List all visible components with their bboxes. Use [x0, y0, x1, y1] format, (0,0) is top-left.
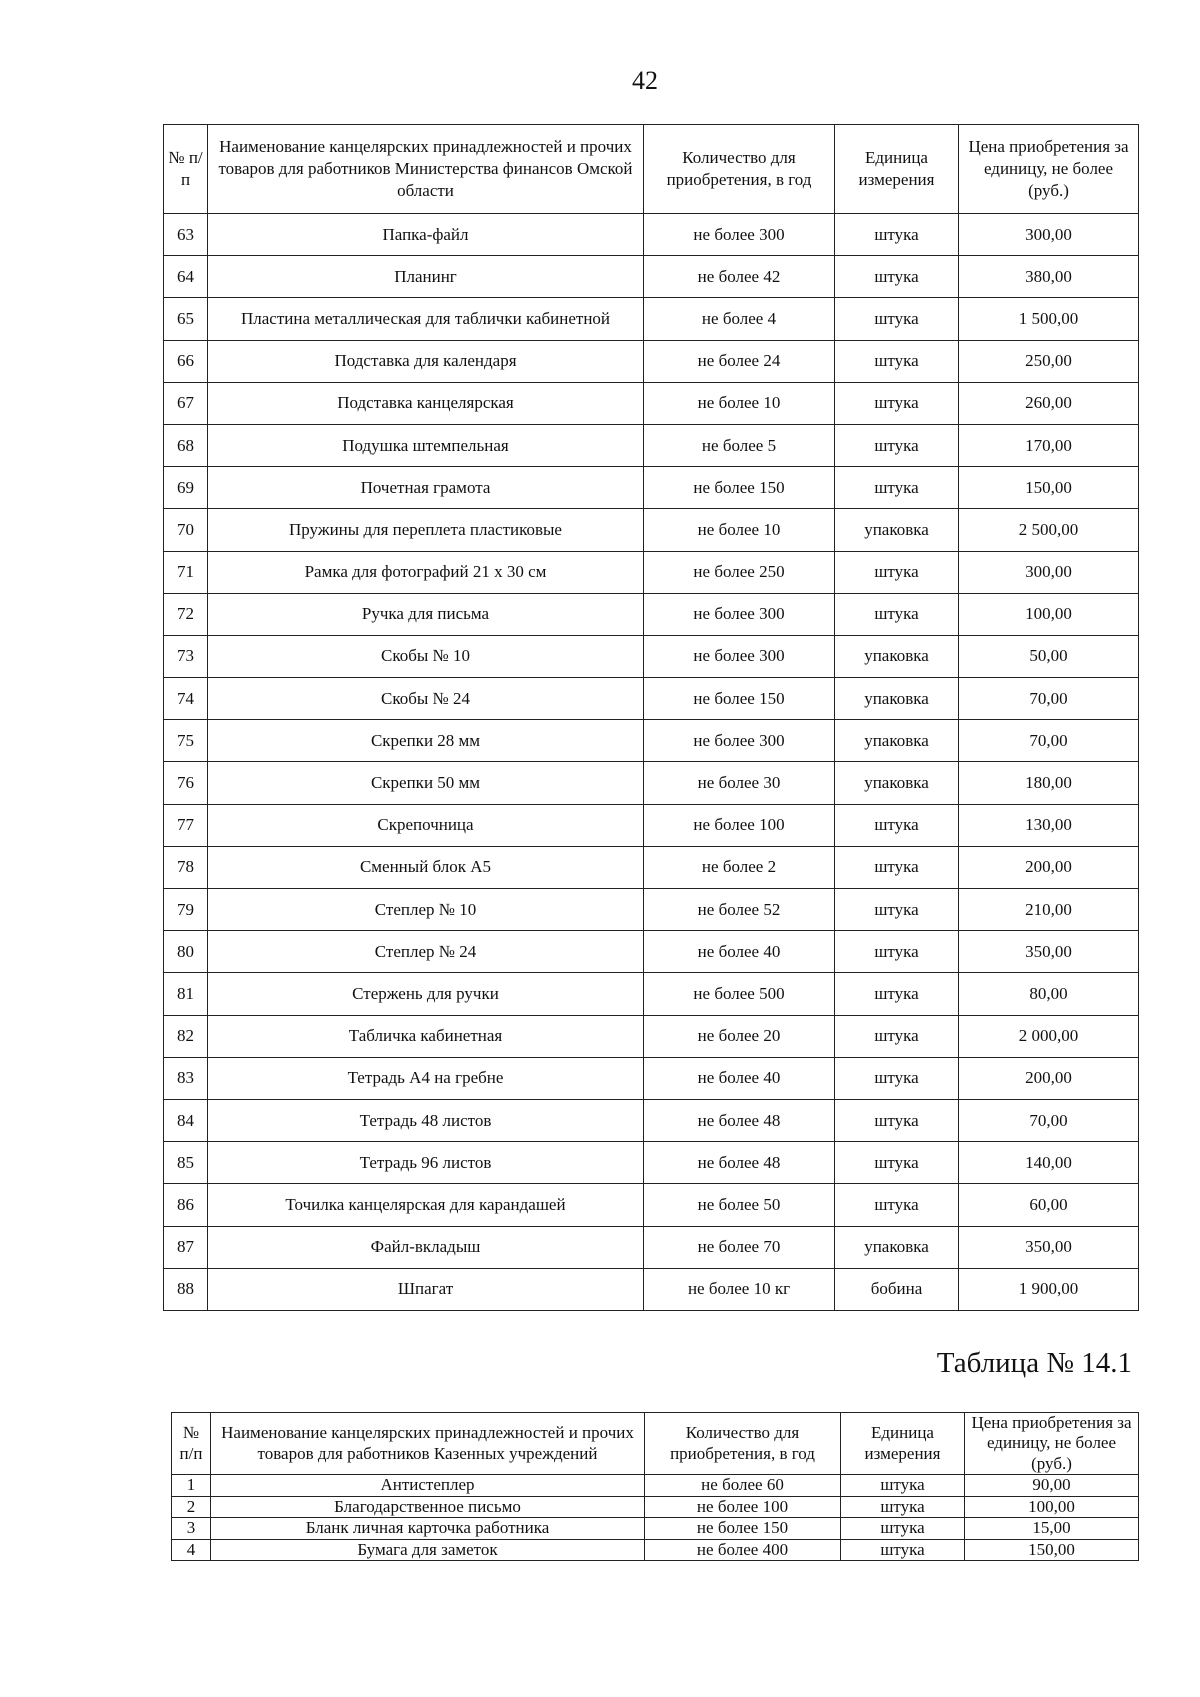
cell-price: 2 500,00: [959, 509, 1139, 551]
cell-item-name: Скрепки 50 мм: [208, 762, 644, 804]
cell-quantity: не более 500: [644, 973, 835, 1015]
table-row: [172, 1475, 1139, 1497]
cell-unit: штука: [835, 424, 959, 466]
cell-number: 3: [172, 1518, 211, 1540]
cell-number: 2: [172, 1496, 211, 1518]
cell-unit: штука: [835, 551, 959, 593]
cell-number: 85: [164, 1142, 208, 1184]
cell-number: 65: [164, 298, 208, 340]
cell-number: 74: [164, 678, 208, 720]
cell-item-name: Тетрадь 96 листов: [208, 1142, 644, 1184]
cell-item-name: Подушка штемпельная: [208, 424, 644, 466]
cell-quantity: не более 24: [644, 340, 835, 382]
header-number: № п/п: [172, 1413, 211, 1475]
cell-price: 15,00: [965, 1518, 1139, 1540]
cell-price: 260,00: [959, 382, 1139, 424]
table-row: [164, 846, 1139, 888]
cell-price: 150,00: [959, 467, 1139, 509]
cell-number: 78: [164, 846, 208, 888]
cell-quantity: не более 10: [644, 509, 835, 551]
cell-number: 73: [164, 635, 208, 677]
cell-number: 87: [164, 1226, 208, 1268]
cell-item-name: Подставка канцелярская: [208, 382, 644, 424]
cell-price: 300,00: [959, 214, 1139, 256]
cell-unit: штука: [841, 1518, 965, 1540]
cell-item-name: Папка-файл: [208, 214, 644, 256]
cell-number: 71: [164, 551, 208, 593]
cell-price: 200,00: [959, 1057, 1139, 1099]
cell-quantity: не более 150: [645, 1518, 841, 1540]
cell-unit: упаковка: [835, 1226, 959, 1268]
cell-number: 86: [164, 1184, 208, 1226]
cell-price: 140,00: [959, 1142, 1139, 1184]
cell-price: 130,00: [959, 804, 1139, 846]
cell-quantity: не более 250: [644, 551, 835, 593]
cell-quantity: не более 40: [644, 1057, 835, 1099]
cell-price: 350,00: [959, 1226, 1139, 1268]
cell-price: 150,00: [965, 1539, 1139, 1561]
cell-number: 67: [164, 382, 208, 424]
cell-quantity: не более 300: [644, 720, 835, 762]
cell-item-name: Благодарственное письмо: [211, 1496, 645, 1518]
table-row: [172, 1518, 1139, 1540]
table-caption: Таблица № 14.1: [936, 1347, 1132, 1379]
cell-unit: штука: [835, 214, 959, 256]
cell-number: 1: [172, 1475, 211, 1497]
cell-unit: штука: [835, 298, 959, 340]
cell-unit: штука: [835, 804, 959, 846]
cell-price: 1 900,00: [959, 1268, 1139, 1310]
cell-unit: упаковка: [835, 509, 959, 551]
header-price: Цена приобретения за единицу, не более (руб.): [965, 1413, 1139, 1475]
header-unit: Единица измерения: [841, 1413, 965, 1475]
cell-unit: штука: [835, 1057, 959, 1099]
cell-number: 79: [164, 889, 208, 931]
cell-price: 200,00: [959, 846, 1139, 888]
table-row: [164, 424, 1139, 466]
table-row: [164, 551, 1139, 593]
cell-item-name: Сменный блок А5: [208, 846, 644, 888]
cell-quantity: не более 150: [644, 678, 835, 720]
cell-unit: упаковка: [835, 762, 959, 804]
cell-unit: штука: [835, 931, 959, 973]
cell-price: 80,00: [959, 973, 1139, 1015]
cell-unit: упаковка: [835, 720, 959, 762]
cell-number: 77: [164, 804, 208, 846]
table-row: [164, 593, 1139, 635]
table-row: [164, 720, 1139, 762]
table-row: [164, 973, 1139, 1015]
cell-number: 80: [164, 931, 208, 973]
table-row: [172, 1539, 1139, 1561]
table-row: [164, 889, 1139, 931]
cell-item-name: Антистеплер: [211, 1475, 645, 1497]
cell-quantity: не более 40: [644, 931, 835, 973]
cell-number: 64: [164, 256, 208, 298]
cell-price: 250,00: [959, 340, 1139, 382]
cell-item-name: Степлер № 10: [208, 889, 644, 931]
cell-quantity: не более 300: [644, 214, 835, 256]
header-quantity: Количество для приобретения, в год: [644, 125, 835, 214]
table-row: [172, 1496, 1139, 1518]
cell-item-name: Пружины для переплета пластиковые: [208, 509, 644, 551]
cell-unit: штука: [835, 467, 959, 509]
cell-number: 66: [164, 340, 208, 382]
cell-number: 76: [164, 762, 208, 804]
cell-unit: штука: [835, 846, 959, 888]
table-header-row: [164, 125, 1139, 214]
cell-item-name: Планинг: [208, 256, 644, 298]
cell-unit: штука: [835, 973, 959, 1015]
cell-number: 83: [164, 1057, 208, 1099]
cell-item-name: Пластина металлическая для таблички кабинетной: [208, 298, 644, 340]
cell-quantity: не более 4: [644, 298, 835, 340]
cell-quantity: не более 30: [644, 762, 835, 804]
table-row: [164, 467, 1139, 509]
cell-item-name: Бланк личная карточка работника: [211, 1518, 645, 1540]
cell-quantity: не более 48: [644, 1099, 835, 1141]
cell-quantity: не более 300: [644, 593, 835, 635]
cell-quantity: не более 10 кг: [644, 1268, 835, 1310]
cell-quantity: не более 50: [644, 1184, 835, 1226]
cell-quantity: не более 150: [644, 467, 835, 509]
cell-item-name: Скобы № 24: [208, 678, 644, 720]
cell-price: 380,00: [959, 256, 1139, 298]
cell-quantity: не более 400: [645, 1539, 841, 1561]
table-row: [164, 1142, 1139, 1184]
cell-number: 70: [164, 509, 208, 551]
cell-item-name: Табличка кабинетная: [208, 1015, 644, 1057]
cell-price: 300,00: [959, 551, 1139, 593]
cell-quantity: не более 100: [644, 804, 835, 846]
cell-unit: бобина: [835, 1268, 959, 1310]
table-row: [164, 256, 1139, 298]
cell-item-name: Скрепки 28 мм: [208, 720, 644, 762]
cell-number: 75: [164, 720, 208, 762]
table-row: [164, 509, 1139, 551]
cell-number: 72: [164, 593, 208, 635]
table-row: [164, 804, 1139, 846]
cell-number: 84: [164, 1099, 208, 1141]
cell-unit: штука: [835, 1099, 959, 1141]
cell-price: 100,00: [965, 1496, 1139, 1518]
table-row: [164, 635, 1139, 677]
table-row: [164, 931, 1139, 973]
cell-item-name: Стержень для ручки: [208, 973, 644, 1015]
cell-quantity: не более 60: [645, 1475, 841, 1497]
cell-quantity: не более 100: [645, 1496, 841, 1518]
cell-unit: штука: [835, 256, 959, 298]
cell-quantity: не более 52: [644, 889, 835, 931]
cell-price: 180,00: [959, 762, 1139, 804]
header-quantity: Количество для приобретения, в год: [645, 1413, 841, 1475]
cell-price: 70,00: [959, 720, 1139, 762]
cell-item-name: Почетная грамота: [208, 467, 644, 509]
cell-unit: упаковка: [835, 635, 959, 677]
cell-price: 90,00: [965, 1475, 1139, 1497]
table-row: [164, 340, 1139, 382]
cell-item-name: Точилка канцелярская для карандашей: [208, 1184, 644, 1226]
cell-unit: штука: [835, 1184, 959, 1226]
cell-number: 68: [164, 424, 208, 466]
table-row: [164, 1184, 1139, 1226]
table-row: [164, 1015, 1139, 1057]
cell-quantity: не более 10: [644, 382, 835, 424]
stationery-table-ministry: [163, 124, 1139, 1311]
cell-item-name: Тетрадь 48 листов: [208, 1099, 644, 1141]
table-row: [164, 1226, 1139, 1268]
cell-price: 350,00: [959, 931, 1139, 973]
cell-number: 82: [164, 1015, 208, 1057]
cell-price: 70,00: [959, 1099, 1139, 1141]
table-row: [164, 298, 1139, 340]
stationery-table-institutions: [171, 1412, 1139, 1561]
cell-quantity: не более 300: [644, 635, 835, 677]
header-price: Цена приобретения за единицу, не более (руб.): [959, 125, 1139, 214]
cell-unit: упаковка: [835, 678, 959, 720]
cell-quantity: не более 5: [644, 424, 835, 466]
cell-item-name: Шпагат: [208, 1268, 644, 1310]
table-row: [164, 1268, 1139, 1310]
cell-item-name: Бумага для заметок: [211, 1539, 645, 1561]
cell-item-name: Рамка для фотографий 21 х 30 см: [208, 551, 644, 593]
cell-unit: штука: [835, 1142, 959, 1184]
table-body: [172, 1475, 1139, 1561]
cell-number: 63: [164, 214, 208, 256]
cell-unit: штука: [835, 1015, 959, 1057]
cell-item-name: Скрепочница: [208, 804, 644, 846]
cell-item-name: Файл-вкладыш: [208, 1226, 644, 1268]
table-row: [164, 762, 1139, 804]
cell-quantity: не более 2: [644, 846, 835, 888]
table-header-row: [172, 1413, 1139, 1475]
cell-quantity: не более 42: [644, 256, 835, 298]
cell-unit: штука: [835, 382, 959, 424]
cell-price: 70,00: [959, 678, 1139, 720]
page-number: 42: [632, 66, 658, 95]
header-item-name: Наименование канцелярских принадлежностей и прочих товаров для работников Министерства финансов Омской области: [208, 125, 644, 214]
table-row: [164, 1057, 1139, 1099]
cell-unit: штука: [835, 889, 959, 931]
cell-quantity: не более 48: [644, 1142, 835, 1184]
cell-item-name: Ручка для письма: [208, 593, 644, 635]
cell-price: 100,00: [959, 593, 1139, 635]
cell-price: 2 000,00: [959, 1015, 1139, 1057]
table-row: [164, 214, 1139, 256]
table-body: [164, 214, 1139, 1311]
cell-price: 50,00: [959, 635, 1139, 677]
cell-number: 81: [164, 973, 208, 1015]
header-number: № п/п: [164, 125, 208, 214]
cell-number: 4: [172, 1539, 211, 1561]
cell-item-name: Тетрадь А4 на гребне: [208, 1057, 644, 1099]
cell-unit: штука: [841, 1496, 965, 1518]
table-row: [164, 382, 1139, 424]
header-unit: Единица измерения: [835, 125, 959, 214]
cell-number: 69: [164, 467, 208, 509]
cell-quantity: не более 20: [644, 1015, 835, 1057]
cell-price: 60,00: [959, 1184, 1139, 1226]
cell-unit: штука: [841, 1475, 965, 1497]
header-item-name: Наименование канцелярских принадлежностей и прочих товаров для работников Казенных учреждений: [211, 1413, 645, 1475]
cell-price: 170,00: [959, 424, 1139, 466]
cell-item-name: Подставка для календаря: [208, 340, 644, 382]
cell-price: 1 500,00: [959, 298, 1139, 340]
cell-item-name: Скобы № 10: [208, 635, 644, 677]
cell-price: 210,00: [959, 889, 1139, 931]
table-row: [164, 678, 1139, 720]
cell-item-name: Степлер № 24: [208, 931, 644, 973]
cell-unit: штука: [841, 1539, 965, 1561]
cell-quantity: не более 70: [644, 1226, 835, 1268]
cell-unit: штука: [835, 340, 959, 382]
table-row: [164, 1099, 1139, 1141]
cell-unit: штука: [835, 593, 959, 635]
cell-number: 88: [164, 1268, 208, 1310]
